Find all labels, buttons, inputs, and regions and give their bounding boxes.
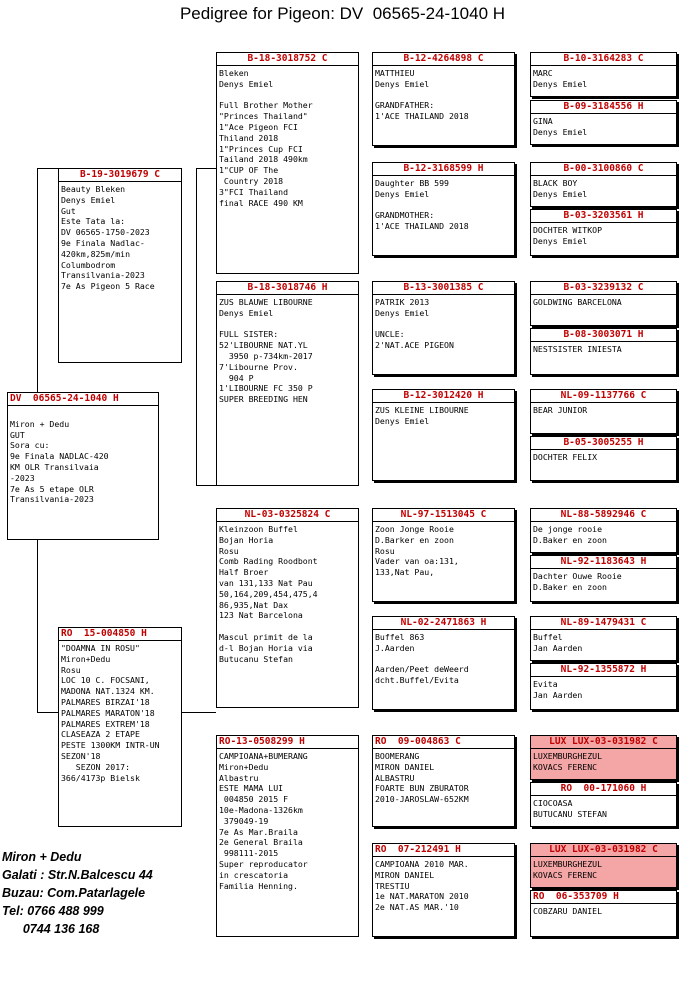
ancestor-details: Buffel Jan Aarden <box>533 632 583 653</box>
ancestor-card <box>530 843 677 888</box>
ancestor-details: MARC Denys Emiel <box>533 68 588 89</box>
great-grandparent-ring: NL-02-2471863 H <box>373 617 514 630</box>
ancestor-card <box>530 162 677 207</box>
grandparent-card <box>216 735 359 937</box>
ancestor-ring: B-03-3239132 C <box>531 282 676 295</box>
great-grandparent-details: Daughter BB 599 Denys Emiel GRANDMOTHER: 1'ACE THAILAND 2018 <box>375 178 469 232</box>
great-grandparent-details: Buffel 863 J.Aarden Aarden/Peet deWeerd dcht.Buffel/Evita <box>375 632 469 686</box>
ancestor-card <box>530 100 677 145</box>
ancestor-card <box>530 508 677 553</box>
ancestor-card <box>530 890 677 937</box>
ancestor-card <box>530 663 677 710</box>
ancestor-ring: LUX LUX-03-031982 C <box>531 844 676 857</box>
connector-line <box>37 168 59 169</box>
connector-line <box>37 712 59 713</box>
ancestor-ring: NL-89-1479431 C <box>531 617 676 630</box>
subject-card <box>7 392 159 540</box>
subject-details: Miron + Dedu GUT Sora cu: 9e Finala NADLAC-420 KM OLR Transilvaia -2023 7e As 5 etape OLR Transilvania-2023 <box>10 418 109 505</box>
ancestor-card <box>530 389 677 434</box>
ancestor-ring: B-00-3100860 C <box>531 163 676 176</box>
great-grandparent-details: BOOMERANG MIRON DANIEL ALBASTRU FOARTE BUN ZBURATOR 2010-JAROSLAW-652KM <box>375 751 469 805</box>
ancestor-ring: B-09-3184556 H <box>531 101 676 114</box>
ancestor-details: GINA Denys Emiel <box>533 116 588 137</box>
great-grandparent-ring: B-13-3001385 C <box>373 282 514 295</box>
ancestor-ring: B-05-3005255 H <box>531 437 676 450</box>
sire-ring: B-19-3019679 C <box>59 169 181 182</box>
great-grandparent-card <box>372 281 515 375</box>
grandparent-details: CAMPIOANA+BUMERANG Miron+Dedu Albastru ESTE MAMA LUI 004850 2015 F 10e-Madona-1326km 379049-19 7e As Mar.Braila 2e General Braila 998111-2015 Super reproducator in crescatoria Familia Henning. <box>219 751 308 891</box>
ancestor-ring: NL-92-1355872 H <box>531 664 676 677</box>
ancestor-details: BEAR JUNIOR <box>533 405 588 415</box>
grandparent-details: ZUS BLAUWE LIBOURNE Denys Emiel FULL SISTER: 52'LIBOURNE NAT.YL 3950 p-734km-2017 7'Libourne Prov. 904 P 1'LIBOURNE FC 350 P SUPER BREEDING HEN <box>219 297 313 405</box>
ancestor-details: LUXEMBURGHEZUL KOVACS FERENC <box>533 859 603 880</box>
great-grandparent-ring: RO 09-004863 C <box>373 736 514 749</box>
great-grandparent-card <box>372 735 515 827</box>
great-grandparent-card <box>372 616 515 710</box>
connector-line <box>196 485 216 486</box>
great-grandparent-card <box>372 52 515 146</box>
great-grandparent-details: ZUS KLEINE LIBOURNE Denys Emiel <box>375 405 469 426</box>
great-grandparent-details: CAMPIOANA 2010 MAR. MIRON DANIEL TRESTIU 1e NAT.MARATON 2010 2e NAT.AS MAR.'10 <box>375 859 469 913</box>
grandparent-ring: RO-13-0508299 H <box>217 736 358 749</box>
page-title: Pedigree for Pigeon: DV 06565-24-1040 H <box>179 4 506 23</box>
subject-ring: DV 06565-24-1040 H <box>8 393 158 406</box>
ancestor-card <box>530 281 677 326</box>
ancestor-ring: B-10-3164283 C <box>531 53 676 66</box>
great-grandparent-ring: RO 07-212491 H <box>373 844 514 857</box>
grandparent-card <box>216 52 359 274</box>
grandparent-ring: B-18-3018752 C <box>217 53 358 66</box>
ancestor-ring: LUX LUX-03-031982 C <box>531 736 676 749</box>
ancestor-ring: B-03-3203561 H <box>531 210 676 223</box>
ancestor-ring: NL-88-5892946 C <box>531 509 676 522</box>
connector-line <box>196 168 216 169</box>
ancestor-details: De jonge rooie D.Baker en zoon <box>533 524 607 545</box>
ancestor-card <box>530 436 677 481</box>
contact-info: Miron + Dedu Galati : Str.N.Balcescu 44 Buzau: Com.Patarlagele Tel: 0766 488 999 0744 136 168 <box>2 850 153 936</box>
ancestor-details: LUXEMBURGHEZUL KOVACS FERENC <box>533 751 603 772</box>
ancestor-ring: RO 00-171060 H <box>531 783 676 796</box>
ancestor-details: GOLDWING BARCELONA <box>533 297 622 307</box>
ancestor-card <box>530 328 677 375</box>
grandparent-details: Bleken Denys Emiel Full Brother Mother "Princes Thailand" 1"Ace Pigeon FCI Thiland 2018 1"Princes Cup FCI Tailand 2018 490km 1"CUP OF The Country 2018 3"FCI Thailand final RACE 490 KM <box>219 68 313 208</box>
ancestor-details: DOCHTER WITKOP Denys Emiel <box>533 225 603 246</box>
ancestor-details: DOCHTER FELIX <box>533 452 598 462</box>
ancestor-card <box>530 52 677 97</box>
ancestor-ring: NL-92-1183643 H <box>531 556 676 569</box>
dam-card <box>58 627 182 827</box>
ancestor-details: Evita Jan Aarden <box>533 679 583 700</box>
sire-details: Beauty Bleken Denys Emiel Gut Este Tata la: DV 06565-1750-2023 9e Finala Nadlac- 420km,825m/min Columbodrom Transilvania-2023 7e As Pigeon 5 Race <box>61 184 155 292</box>
ancestor-card <box>530 209 677 256</box>
grandparent-card <box>216 281 359 486</box>
ancestor-ring: RO 06-353709 H <box>531 891 676 904</box>
ancestor-details: COBZARU DANIEL <box>533 906 603 916</box>
great-grandparent-ring: B-12-3168599 H <box>373 163 514 176</box>
ancestor-details: NESTSISTER INIESTA <box>533 344 622 354</box>
great-grandparent-details: Zoon Jonge Rooie D.Barker en zoon Rosu Vader van oa:131, 133,Nat Pau, <box>375 524 459 578</box>
grandparent-ring: NL-03-0325824 C <box>217 509 358 522</box>
great-grandparent-ring: B-12-4264898 C <box>373 53 514 66</box>
connector-line <box>182 712 196 713</box>
great-grandparent-card <box>372 508 515 602</box>
ancestor-card <box>530 782 677 827</box>
great-grandparent-details: PATRIK 2013 Denys Emiel UNCLE: 2'NAT.ACE PIGEON <box>375 297 454 351</box>
ancestor-ring: NL-09-1137766 C <box>531 390 676 403</box>
grandparent-details: Kleinzoon Buffel Bojan Horia Rosu Comb Rading Roodbont Half Broer van 131,133 Nat Pau 50,164,209,454,475,4 86,935,Nat Dax 123 Nat Barcelona Mascul primit de la d-l Bojan Horia via Butucanu Stefan <box>219 524 318 664</box>
great-grandparent-card <box>372 162 515 256</box>
sire-card <box>58 168 182 363</box>
great-grandparent-details: MATTHIEU Denys Emiel GRANDFATHER: 1'ACE THAILAND 2018 <box>375 68 469 122</box>
great-grandparent-card <box>372 389 515 481</box>
ancestor-card <box>530 616 677 661</box>
ancestor-card <box>530 735 677 780</box>
ancestor-details: Dachter Ouwe Rooie D.Baker en zoon <box>533 571 622 592</box>
great-grandparent-ring: B-12-3012420 H <box>373 390 514 403</box>
dam-ring: RO 15-004850 H <box>59 628 181 641</box>
connector-line <box>196 168 197 486</box>
dam-details: "DOAMNA IN ROSU" Miron+Dedu Rosu LOC 10 C. FOCSANI, MADONA NAT.1324 KM. PALMARES BIRZAI'18 PALMARES MARATON'18 PALMARES EXTREM'18 CLASEAZA 2 ETAPE PESTE 1300KM INTR-UN SEZON'18 SEZON 2017: 366/4173p Bielsk <box>61 643 160 783</box>
grandparent-ring: B-18-3018746 H <box>217 282 358 295</box>
connector-line <box>196 712 216 713</box>
ancestor-ring: B-08-3003071 H <box>531 329 676 342</box>
great-grandparent-ring: NL-97-1513045 C <box>373 509 514 522</box>
great-grandparent-card <box>372 843 515 937</box>
ancestor-details: CIOCOASA BUTUCANU STEFAN <box>533 798 607 819</box>
ancestor-card <box>530 555 677 602</box>
ancestor-details: BLACK BOY Denys Emiel <box>533 178 588 199</box>
grandparent-card <box>216 508 359 708</box>
